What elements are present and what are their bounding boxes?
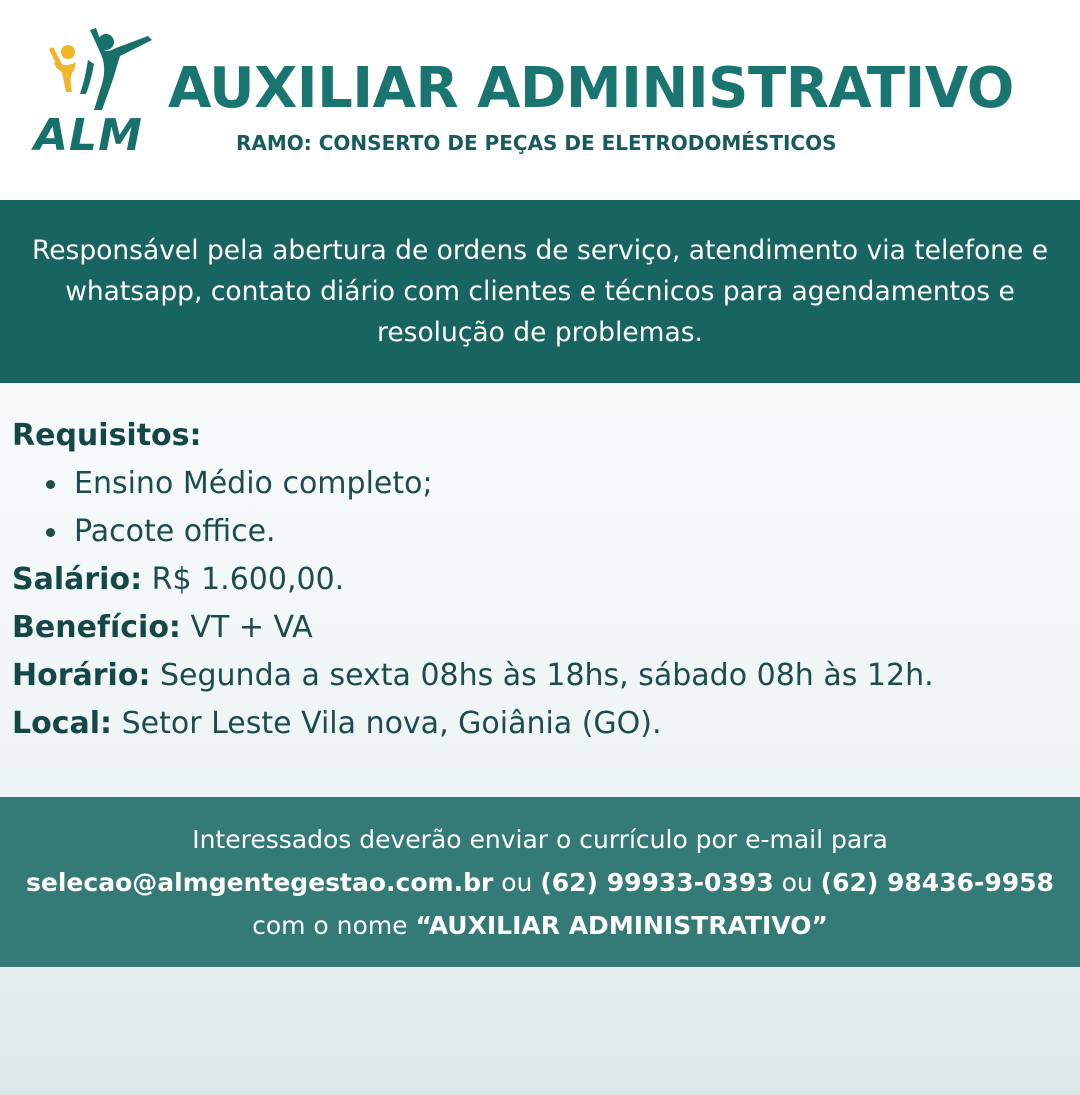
schedule-label: Horário:: [12, 658, 151, 693]
contact-or: ou: [501, 867, 533, 897]
page-title: AUXILIAR ADMINISTRATIVO: [168, 56, 1014, 121]
job-description: Responsável pela abertura de ordens de serviço, atendimento via telefone e whatsapp, contato diário com clientes e técnicos para agendamentos e resolução de problemas.: [32, 235, 1048, 348]
contact-phone: (62) 99933-0393: [540, 867, 774, 897]
contact-info: [15, 818, 1065, 947]
people-logo-icon: [30, 22, 160, 117]
contact-intro: Interessados deverão enviar o currículo por e-mail para: [192, 824, 888, 854]
alm-logo: [30, 22, 160, 162]
location-line: [12, 700, 1072, 748]
schedule-value: Segunda a sexta 08hs às 18hs, sábado 08h às 12h.: [160, 658, 934, 693]
requirements-heading: [12, 412, 1072, 460]
location-label: Local:: [12, 706, 113, 741]
list-item: [12, 508, 1072, 556]
salary-line: [12, 556, 1072, 604]
salary-label: Salário:: [12, 562, 143, 597]
page-subtitle: RAMO: CONSERTO DE PEÇAS DE ELETRODOMÉSTICOS: [236, 131, 837, 155]
location-value: Setor Leste Vila nova, Goiânia (GO).: [121, 706, 662, 741]
requirement-text: Ensino Médio completo;: [74, 466, 433, 501]
contact-or: ou: [781, 867, 813, 897]
bullet-icon: [46, 528, 55, 537]
benefit-line: [12, 604, 1072, 652]
contact-email: selecao@almgentegestao.com.br: [26, 867, 494, 897]
logo-text: ALM: [34, 110, 143, 161]
list-item: [12, 460, 1072, 508]
header: [0, 0, 1080, 200]
contact-with-name: com o nome: [252, 910, 408, 940]
contact-band: [0, 797, 1080, 967]
benefit-value: VT + VA: [190, 610, 313, 645]
requirement-text: Pacote office.: [74, 514, 276, 549]
schedule-line: [12, 652, 1072, 700]
requirements-list: [12, 460, 1072, 556]
contact-phone: (62) 98436-9958: [820, 867, 1054, 897]
salary-value: R$ 1.600,00.: [151, 562, 345, 597]
requirements-label: Requisitos:: [12, 418, 202, 453]
bullet-icon: [46, 480, 55, 489]
contact-job-name: “AUXILIAR ADMINISTRATIVO”: [415, 910, 828, 940]
benefit-label: Benefício:: [12, 610, 181, 645]
description-band: [0, 200, 1080, 383]
job-details: [12, 412, 1072, 748]
